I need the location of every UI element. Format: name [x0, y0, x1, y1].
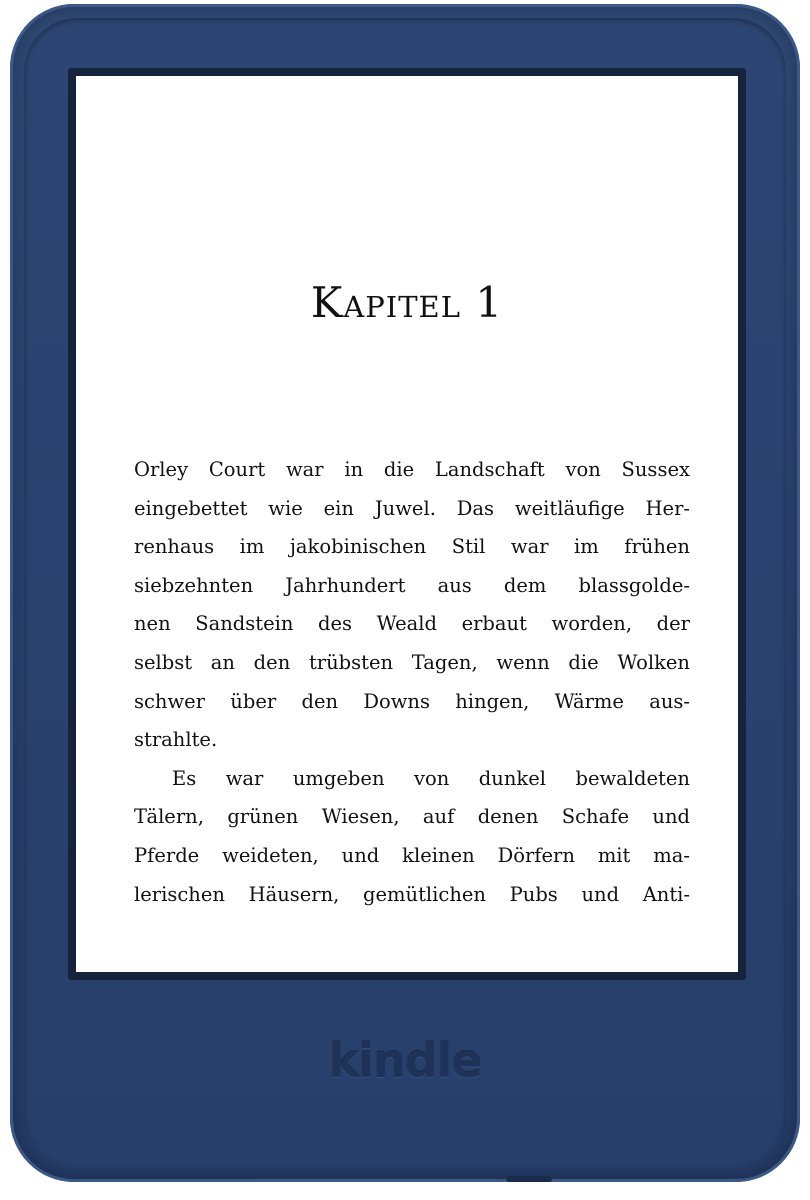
- text-line: schwer über den Downs hingen, Wärme aus-: [134, 689, 690, 713]
- text-line: Es war umgeben von dunkel bewaldeten: [172, 766, 690, 790]
- e-ink-screen[interactable]: [76, 76, 738, 972]
- text-line: nen Sandstein des Weald erbaut worden, der: [134, 612, 690, 636]
- kindle-logo: kindle: [328, 1034, 482, 1088]
- text-line: eingebettet wie ein Juwel. Das weitläufige Her-: [134, 496, 690, 520]
- chapter-title: Kapitel 1: [310, 278, 504, 327]
- kindle-device: [10, 4, 800, 1182]
- text-line: Orley Court war in die Landschaft von Sussex: [134, 458, 690, 481]
- screen-frame: [68, 68, 746, 980]
- text-line: selbst an den trübsten Tagen, wenn die Wolken: [134, 650, 690, 674]
- book-text: [134, 451, 690, 914]
- text-line: renhaus im jakobinischen Stil war im frühen: [134, 535, 690, 559]
- text-line: Tälern, grünen Wiesen, auf denen Schafe und: [134, 805, 690, 829]
- text-line: siebzehnten Jahrhundert aus dem blassgolde-: [134, 573, 690, 597]
- usb-port: [506, 1176, 552, 1182]
- text-line: strahlte.: [134, 728, 218, 752]
- text-line: lerischen Häusern, gemütlichen Pubs und Anti-: [134, 882, 690, 906]
- text-line: Pferde weideten, und kleinen Dörfern mit ma-: [134, 843, 690, 867]
